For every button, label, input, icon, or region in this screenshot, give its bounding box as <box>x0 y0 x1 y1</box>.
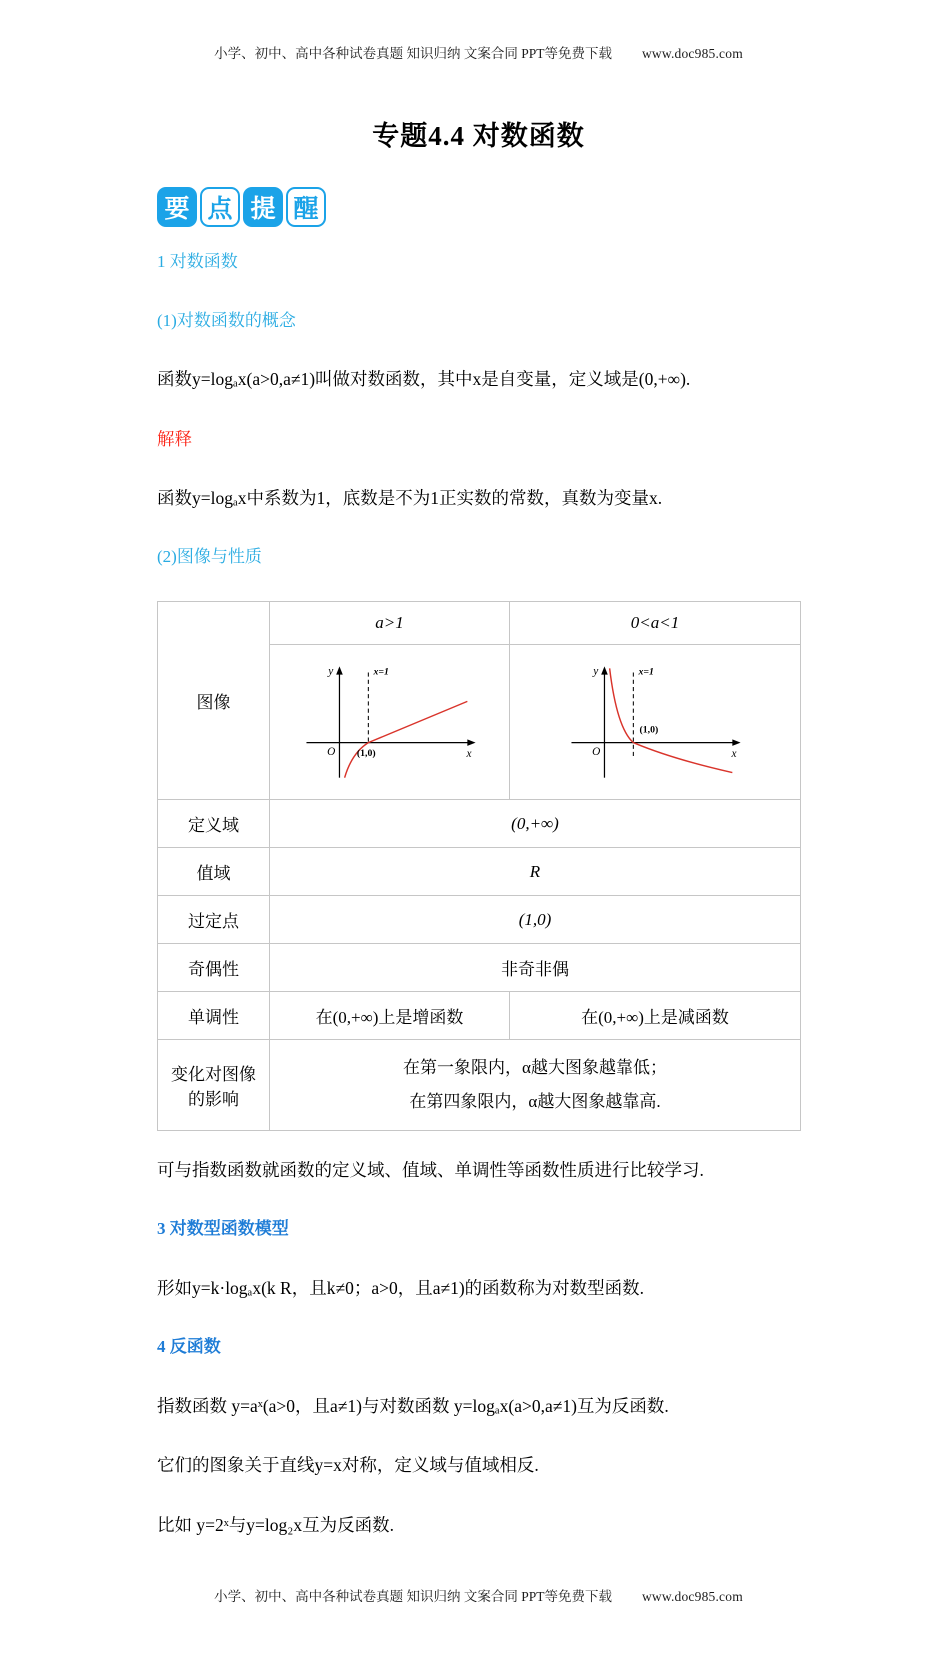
table-row-fixed-point <box>158 896 801 944</box>
monotonic-increasing-value: 在(0,+∞)上是增函数 <box>270 992 510 1040</box>
badge-char-2: 点 <box>200 187 240 227</box>
row-label-fixed-point: 过定点 <box>158 896 270 944</box>
graph-x-label: x <box>731 748 737 761</box>
page-footer <box>157 1555 800 1605</box>
graph-asymptote-label: x=1 <box>373 666 389 678</box>
section-4-heading: 4 反函数 <box>157 1337 221 1357</box>
graph-point-label: (1,0) <box>639 724 659 736</box>
row-label-parity: 奇偶性 <box>158 944 270 992</box>
badge-char-3: 提 <box>243 187 283 227</box>
explain-label: 解释 <box>157 428 192 449</box>
table-row-parity <box>158 944 801 992</box>
graph-asymptote-label: x=1 <box>638 666 654 678</box>
page-header <box>157 42 800 62</box>
graph-origin-label: O <box>326 746 335 759</box>
page-title: 专题4.4 对数函数 <box>372 121 585 151</box>
inverse-function-paragraph: 指数函数 y=aˣ(a>0，且a≠1)与对数函数 y=logₐx(a>0,a≠1)互为反函数. <box>157 1396 669 1417</box>
row-label-domain: 定义域 <box>158 800 270 848</box>
table-row-domain <box>158 800 801 848</box>
column-header-increasing: a>1 <box>270 602 510 645</box>
header-site-link[interactable]: www.doc985.com <box>641 46 743 61</box>
symmetry-paragraph: 它们的图象关于直线y=x对称，定义域与值域相反. <box>157 1455 539 1476</box>
graph-cell-decreasing <box>510 645 801 800</box>
footer-promo-text: 小学、初中、高中各种试卷真题 知识归纳 文案合同 PPT等免费下载 <box>214 1589 612 1605</box>
row-label-monotonicity: 单调性 <box>158 992 270 1040</box>
key-points-badge <box>157 187 800 227</box>
parity-value: 非奇非偶 <box>270 944 801 992</box>
row-label-effect: 变化对图像的影响 <box>158 1040 270 1131</box>
definition-paragraph: 函数y=logₐx(a>0,a≠1)叫做对数函数，其中x是自变量，定义域是(0,+∞). <box>157 369 691 390</box>
table-row-effect <box>158 1040 801 1131</box>
row-label-range: 值域 <box>158 848 270 896</box>
section-1-subheading-concept: (1)对数函数的概念 <box>157 310 296 330</box>
table-row-range <box>158 848 801 896</box>
graph-point-label: (1,0) <box>356 748 376 760</box>
comparison-note: 可与指数函数就函数的定义域、值域、单调性等函数性质进行比较学习. <box>157 1160 704 1181</box>
section-3-heading: 3 对数型函数模型 <box>157 1219 289 1239</box>
section-1-heading: 1 对数函数 <box>157 252 238 271</box>
table-header-row <box>158 602 801 645</box>
graph-x-label: x <box>465 748 471 761</box>
monotonic-decreasing-value: 在(0,+∞)上是减函数 <box>510 992 801 1040</box>
section-3-paragraph: 形如y=k·logₐx(k R，且k≠0；a>0，且a≠1)的函数称为对数型函数. <box>157 1278 645 1299</box>
column-header-decreasing: 0<a<1 <box>510 602 801 645</box>
log-graph-decreasing <box>555 656 755 788</box>
graph-y-label: y <box>327 665 333 678</box>
range-value: R <box>270 848 801 896</box>
effect-value <box>270 1040 801 1131</box>
effect-line-2: 在第四象限内，α越大图象越靠高. <box>409 1092 661 1112</box>
graph-cell-increasing <box>270 645 510 800</box>
footer-site-link[interactable]: www.doc985.com <box>641 1589 743 1605</box>
row-label-image: 图像 <box>158 602 270 800</box>
fixed-point-value: (1,0) <box>270 896 801 944</box>
badge-char-4: 醒 <box>286 187 326 227</box>
badge-char-1: 要 <box>157 187 197 227</box>
table-row-monotonicity <box>158 992 801 1040</box>
graph-y-label: y <box>593 665 599 678</box>
header-promo-text: 小学、初中、高中各种试卷真题 知识归纳 文案合同 PPT等免费下载 <box>214 46 612 61</box>
explain-paragraph: 函数y=logₐx中系数为1，底数是不为1正实数的常数，真数为变量x. <box>157 488 663 509</box>
properties-table <box>157 601 801 1131</box>
log-graph-increasing <box>290 656 490 788</box>
example-paragraph: 比如 y=2ˣ与y=log₂x互为反函数. <box>157 1514 395 1535</box>
graph-origin-label: O <box>592 746 601 759</box>
effect-line-1: 在第一象限内，α越大图象越靠低； <box>403 1058 667 1078</box>
domain-value: (0,+∞) <box>270 800 801 848</box>
section-1-subheading-graph: (2)图像与性质 <box>157 547 262 567</box>
